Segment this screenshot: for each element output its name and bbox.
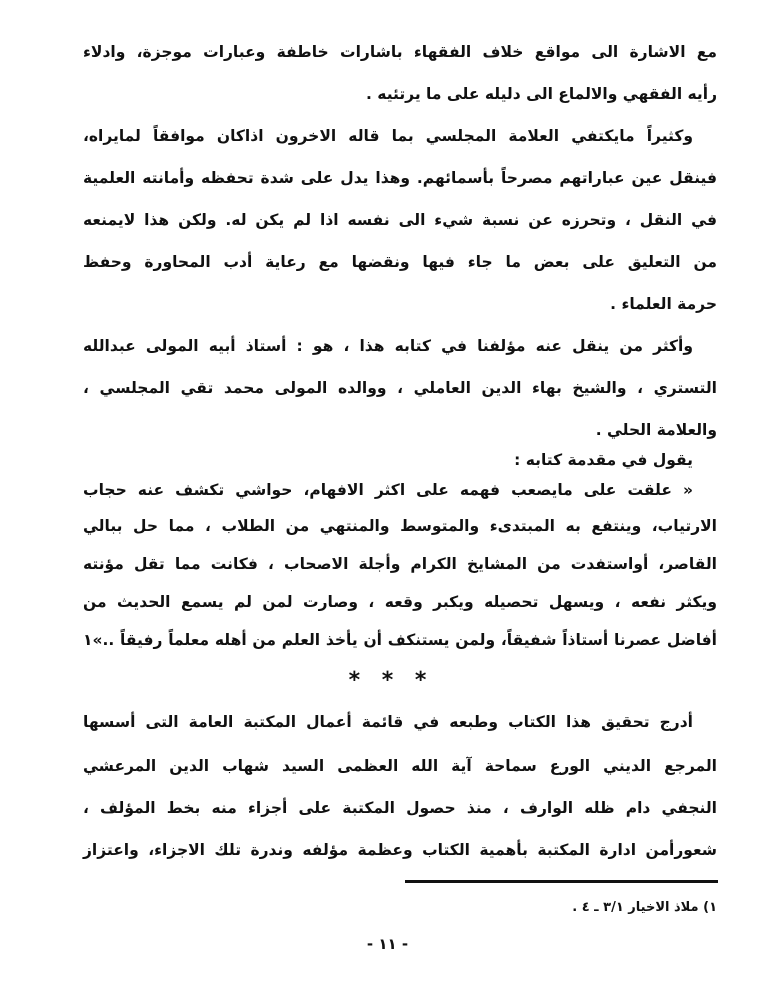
- quote-line: الارتياب، وينتفع به المبتدىء والمتوسط والمنتهي من الطلاب ، مما حل ببالي: [83, 517, 717, 535]
- body-line: فينقل عين عباراتهم مصرحاً بأسمائهم. وهذا يدل على شدة تحفظه وأمانته العلمية: [83, 169, 717, 187]
- body-line: مع الاشارة الى مواقع خلاف الفقهاء باشارات خاطفة وعبارات موجزة، وادلاء: [83, 43, 717, 61]
- body-line: شعورأمن ادارة المكتبة بأهمية الكتاب وعظمة مؤلفه وندرة تلك الاجزاء، واعتزاز: [83, 841, 717, 859]
- quote-line: « علقت على مايصعب فهمه على اكثر الافهام، حواشي تكشف عنه حجاب: [83, 481, 693, 499]
- body-line: رأيه الفقهي والالماع الى دليله على ما يرتئيه .: [366, 85, 717, 103]
- body-line: أدرج تحقيق هذا الكتاب وطبعه في قائمة أعمال المكتبة العامة التى أسسها: [83, 713, 693, 731]
- quote-intro: يقول في مقدمة كتابه :: [514, 451, 693, 469]
- body-line: والعلامة الحلي .: [595, 421, 717, 439]
- body-line: في النقل ، وتحرزه عن نسبة شيء الى نفسه اذا لم يكن له. ولكن هذا لايمنعه: [83, 211, 717, 229]
- quote-line: القاصر، أواستفدت من المشايخ الكرام وأجلة الاصحاب ، فكانت مما تقل مؤنته: [83, 555, 717, 573]
- quote-line: أفاضل عصرنا أستاذاً شفيقاً، ولمن يستنكف أن يأخذ العلم من أهله معلماً رفيقاً ..»١: [83, 631, 717, 649]
- body-line: النجفي دام ظله الوارف ، منذ حصول المكتبة على أجزاء منه بخط المؤلف ،: [83, 799, 717, 817]
- page-number: - ١١ -: [366, 935, 409, 953]
- footnote-divider: [405, 880, 718, 883]
- body-line: التستري ، والشيخ بهاء الدين العاملي ، ووالده المولى محمد تقي المجلسي ،: [83, 379, 717, 397]
- footnote: ١) ملاذ الاخيار ٣/١ ـ ٤ .: [572, 900, 717, 915]
- body-line: وكثيراً مايكتفي العلامة المجلسي بما قاله الاخرون اذاكان موافقاً لمايراه،: [83, 127, 693, 145]
- body-line: المرجع الديني الورع سماحة آية الله العظمى السيد شهاب الدين المرعشي: [83, 757, 717, 775]
- body-line: حرمة العلماء .: [610, 295, 717, 313]
- body-line: وأكثر من ينقل عنه مؤلفنا في كتابه هذا ، هو : أستاذ أبيه المولى عبدالله: [83, 337, 693, 355]
- quote-line: ويكثر نفعه ، ويسهل تحصيله ويكبر وقعه ، وصارت لمن لم يسمع الحديث من: [83, 593, 717, 611]
- section-separator: * * *: [348, 668, 427, 693]
- body-line: من التعليق على بعض ما جاء فيها ونقضها مع رعاية أدب المحاورة وحفظ: [83, 253, 717, 271]
